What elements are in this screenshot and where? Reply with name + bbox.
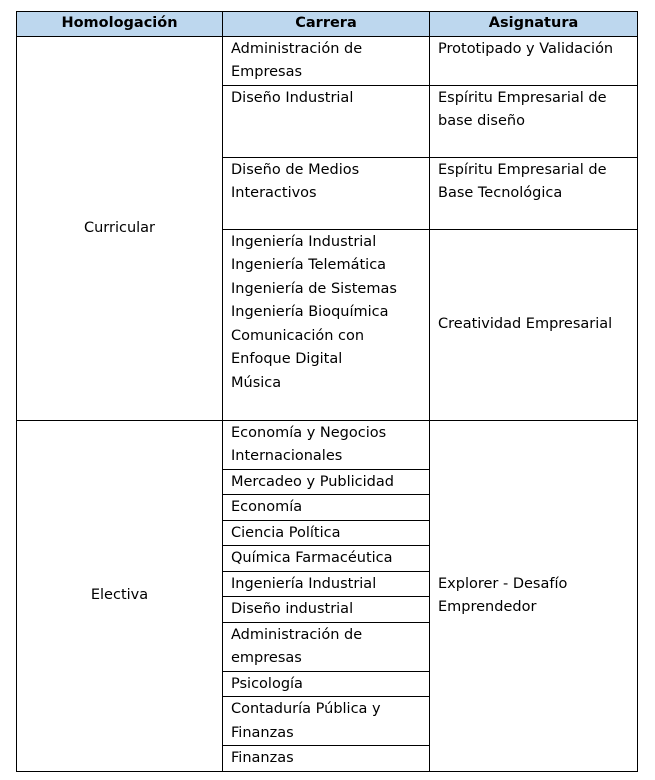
carrera-cell (223, 495, 430, 521)
homologacion-electiva: Electiva (17, 420, 223, 771)
asignatura-cell (430, 36, 638, 85)
carrera-cell (223, 157, 430, 229)
carrera-line: Contaduría Pública y (231, 701, 381, 717)
carrera-cell (223, 420, 430, 469)
carrera-line: Mercadeo y Publicidad (231, 473, 394, 490)
carrera-line: Música (231, 374, 282, 391)
carrera-cell (223, 546, 430, 572)
carrera-line: Finanzas (231, 724, 294, 741)
table-row (17, 420, 638, 469)
asignatura-cell (430, 85, 638, 157)
carrera-line: Ingeniería Industrial (231, 233, 377, 250)
carrera-cell (223, 571, 430, 597)
carrera-cell (223, 597, 430, 623)
header-asignatura: Asignatura (430, 12, 638, 37)
carrera-line: Ingeniería Bioquímica (231, 304, 389, 320)
carrera-line: Ciencia Política (231, 524, 341, 541)
carrera-line: Empresas (231, 64, 303, 80)
carrera-cell (223, 520, 430, 546)
carrera-line: empresas (231, 650, 302, 666)
asignatura-line: Creatividad Empresarial (438, 316, 613, 333)
asignatura-line: Espíritu Empresarial de (438, 161, 607, 178)
carrera-cell (223, 746, 430, 772)
asignatura-cell (430, 229, 638, 420)
carrera-line: Ingeniería Industrial (231, 575, 377, 592)
asignatura-cell (430, 157, 638, 229)
carrera-line: Internacionales (231, 448, 343, 464)
asignatura-line: Base Tecnológica (438, 185, 563, 201)
carrera-line: Interactivos (231, 185, 317, 201)
carrera-line: Comunicación con (231, 327, 365, 344)
carrera-line: Administración de (231, 40, 363, 57)
carrera-line: Economía y Negocios (231, 424, 387, 441)
header-row (17, 12, 638, 37)
asignatura-line: Emprendedor (438, 599, 537, 615)
carrera-cell (223, 671, 430, 697)
carrera-cell (223, 622, 430, 671)
header-carrera: Carrera (223, 12, 430, 37)
asignatura-cell-electiva (430, 420, 638, 771)
carrera-line: Psicología (231, 675, 303, 692)
asignatura-line: Explorer - Desafío (438, 575, 568, 592)
carrera-line: Finanzas (231, 750, 294, 766)
carrera-cell (223, 85, 430, 157)
carrera-line: Enfoque Digital (231, 351, 343, 367)
asignatura-line: base diseño (438, 113, 525, 129)
asignatura-line: Prototipado y Validación (438, 40, 614, 57)
table-row (17, 36, 638, 85)
carrera-line: Ingeniería de Sistemas (231, 280, 397, 297)
asignatura-line: Espíritu Empresarial de (438, 89, 607, 106)
homologation-table (16, 11, 638, 772)
homologacion-curricular: Curricular (17, 36, 223, 420)
carrera-line: Ingeniería Telemática (231, 257, 387, 273)
carrera-line: Química Farmacéutica (231, 550, 393, 566)
header-homologacion: Homologación (17, 12, 223, 37)
carrera-cell (223, 697, 430, 746)
carrera-line: Diseño Industrial (231, 89, 354, 106)
carrera-line: Administración de (231, 626, 363, 643)
carrera-cell (223, 36, 430, 85)
carrera-cell (223, 229, 430, 420)
carrera-line: Economía (231, 499, 303, 515)
carrera-line: Diseño industrial (231, 601, 354, 617)
carrera-cell (223, 469, 430, 495)
carrera-line: Diseño de Medios (231, 161, 360, 178)
